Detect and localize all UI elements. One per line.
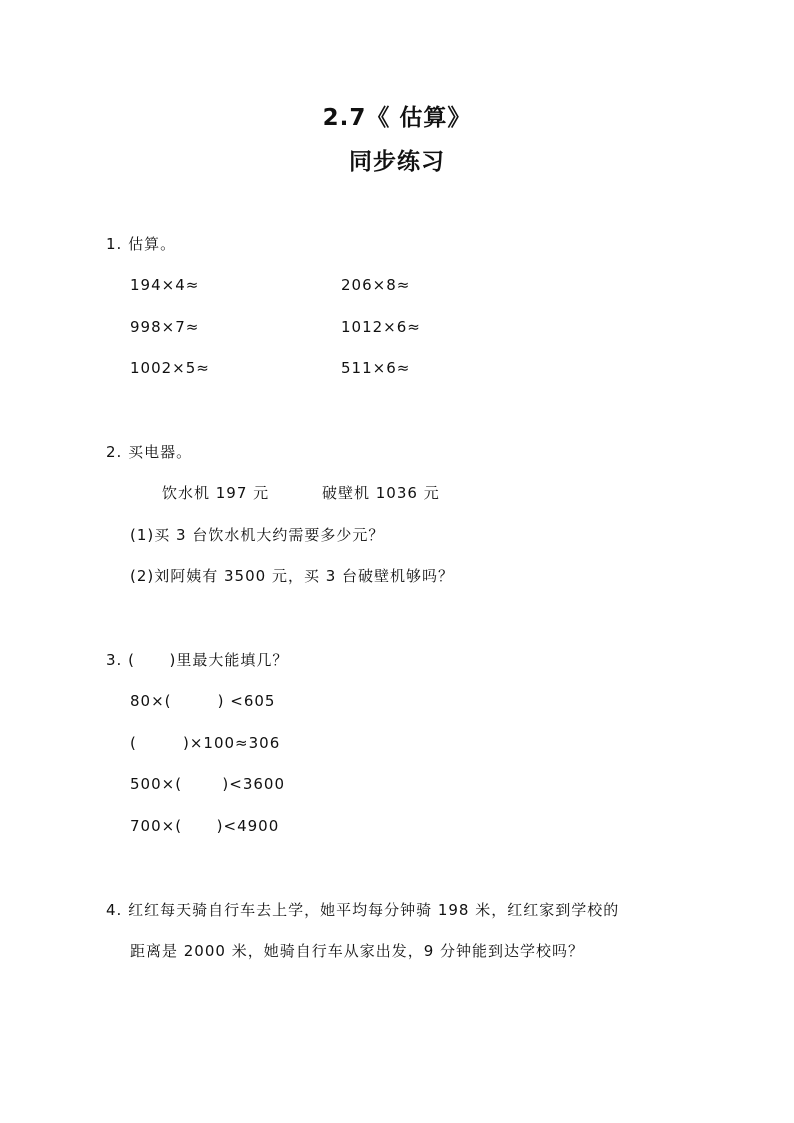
- q3-item: ( )×100≈306: [130, 734, 281, 752]
- page-title: 2.7《 估算》: [322, 105, 472, 131]
- product-blender: 破壁机 1036 元: [322, 484, 440, 502]
- q1-item: 511×6≈: [341, 359, 411, 377]
- q2-subquestion-2: (2)刘阿姨有 3500 元，买 3 台破壁机够吗？: [130, 567, 455, 585]
- question-3-heading: 3. ( )里最大能填几？: [106, 651, 289, 669]
- q1-item: 1012×6≈: [341, 318, 421, 336]
- q1-item: 1002×5≈: [130, 359, 210, 377]
- q1-item: 998×7≈: [130, 318, 200, 336]
- q1-item: 206×8≈: [341, 276, 411, 294]
- question-1-heading: 1. 估算。: [106, 235, 177, 253]
- q1-item: 194×4≈: [130, 276, 200, 294]
- question-2-heading: 2. 买电器。: [106, 443, 193, 461]
- q3-item: 80×( ) <605: [130, 692, 276, 710]
- page-subtitle: 同步练习: [349, 149, 445, 175]
- q3-item: 700×( )<4900: [130, 817, 280, 835]
- question-4-line-2: 距离是 2000 米，她骑自行车从家出发，9 分钟能到达学校吗？: [130, 942, 585, 960]
- question-4-line-1: 4. 红红每天骑自行车去上学，她平均每分钟骑 198 米，红红家到学校的: [106, 901, 620, 919]
- q3-item: 500×( )<3600: [130, 775, 286, 793]
- product-water-dispenser: 饮水机 197 元: [162, 484, 270, 502]
- q2-subquestion-1: (1)买 3 台饮水机大约需要多少元？: [130, 526, 385, 544]
